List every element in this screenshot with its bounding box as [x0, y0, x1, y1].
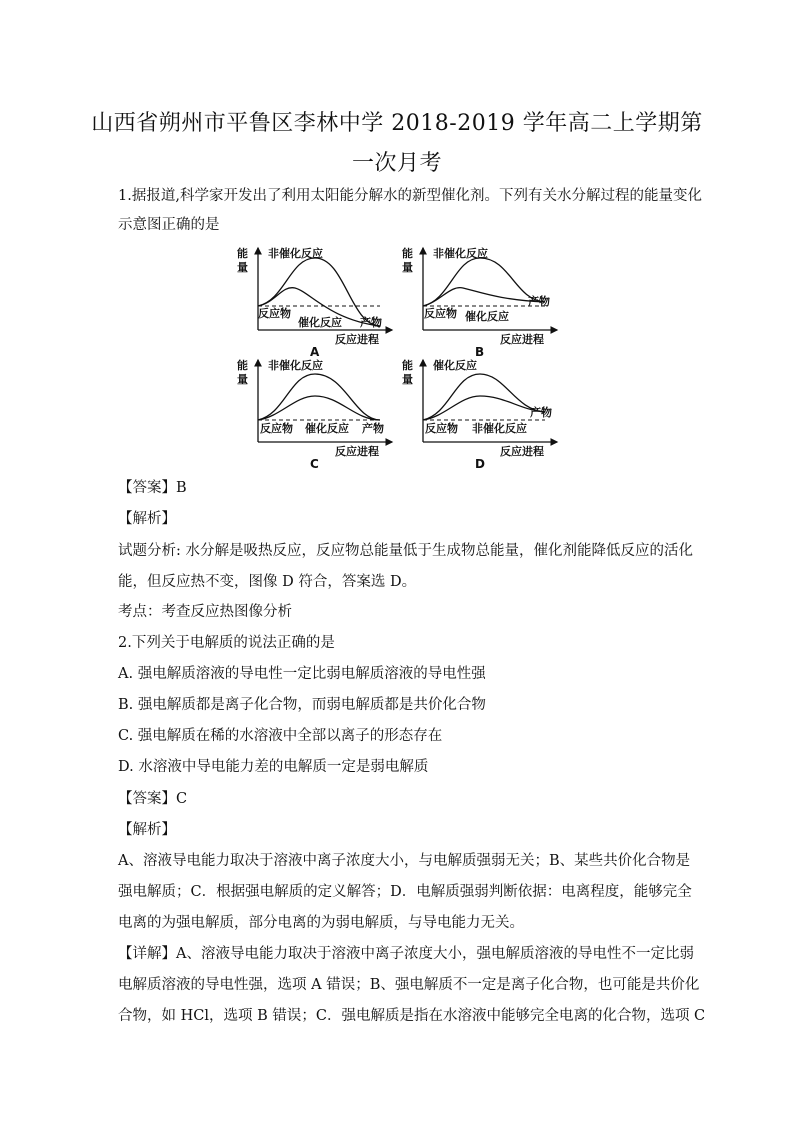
q2-analysis-line3: 电离的为强电解质，部分电离的为弱电解质，与导电能力无关。: [118, 915, 524, 931]
panel-b-axis-y-1: 能: [402, 247, 413, 260]
q1-stem-line2: 示意图正确的是: [118, 217, 220, 233]
q2-option-a: A. 强电解质溶液的导电性一定比弱电解质溶液的导电性强: [118, 666, 486, 682]
q2-analysis-line1: A、溶液导电能力取决于溶液中离子浓度大小，与电解质强弱无关；B、某些共价化合物是: [118, 853, 691, 869]
panel-d-axis-y-1: 能: [402, 359, 413, 372]
panel-c: [237, 358, 392, 471]
panel-b-lower-label: 催化反应: [465, 310, 509, 323]
q1-answer: 【答案】B: [118, 480, 187, 496]
q2-analysis-heading: 【解析】: [118, 822, 176, 838]
panel-b-axis-x: 反应进程: [500, 333, 544, 346]
q2-option-c: C. 强电解质在稀的水溶液中全部以离子的形态存在: [118, 728, 443, 744]
panel-d-axis-x: 反应进程: [500, 445, 544, 458]
panel-c-reactant-label: 反应物: [260, 422, 293, 435]
panel-a-upper-label: 非催化反应: [268, 247, 323, 260]
panel-d-product-label: 产物: [530, 406, 552, 419]
q1-analysis-line1: 试题分析: 水分解是吸热反应，反应物总能量低于生成物总能量，催化剂能降低反应的活化: [118, 543, 693, 559]
page-title-line2: 一次月考: [351, 151, 442, 176]
panel-b-reactant-label: 反应物: [424, 307, 457, 320]
panel-b-product-label: 产物: [528, 295, 550, 308]
panel-b-letter: B: [475, 345, 485, 359]
q2-detail-line2: 电解质溶液的导电性强，选项 A 错误；B、强电解质不一定是离子化合物，也可能是共价化: [118, 977, 700, 993]
panel-d-upper-label: 催化反应: [433, 359, 477, 372]
panel-b-upper-label: 非催化反应: [433, 247, 488, 260]
panel-a-axis-x: 反应进程: [335, 333, 379, 346]
panel-a-axis-y-2: 量: [237, 261, 248, 274]
panel-d: [402, 358, 557, 471]
q1-analysis-line2: 能，但反应热不变，图像 D 符合，答案选 D。: [118, 574, 417, 590]
panel-a-axis-y-1: 能: [237, 247, 248, 260]
panel-c-axis-y-1: 能: [237, 359, 248, 372]
panel-d-letter: D: [475, 457, 485, 471]
q2-stem: 2.下列关于电解质的说法正确的是: [118, 635, 335, 651]
panel-a-letter: A: [310, 345, 320, 359]
q2-detail-line3: 合物，如 HCl，选项 B 错误；C．强电解质是指在水溶液中能够完全电离的化合物，选项 C: [118, 1008, 706, 1024]
panel-c-upper-label: 非催化反应: [268, 359, 323, 372]
panel-d-axis-y-2: 量: [402, 373, 413, 386]
panel-c-letter: C: [310, 457, 319, 471]
panel-d-lower-label: 非催化反应: [472, 422, 527, 435]
panel-a-product-label: 产物: [360, 316, 382, 329]
panel-c-axis-y-2: 量: [237, 373, 248, 386]
panel-a: [237, 246, 392, 359]
q2-answer: 【答案】C: [118, 791, 188, 807]
panel-d-reactant-label: 反应物: [425, 422, 458, 435]
panel-c-axis-x: 反应进程: [335, 445, 379, 458]
panel-a-lower-label: 催化反应: [298, 316, 342, 329]
panel-b: [402, 246, 557, 359]
q2-analysis-line2: 强电解质；C．根据强电解质的定义解答；D．电解质强弱判断依据：电离程度，能够完全: [118, 884, 692, 900]
q2-detail-line1: 【详解】A、溶液导电能力取决于溶液中离子浓度大小，强电解质溶液的导电性不一定比弱: [118, 946, 694, 962]
page-title-line1: 山西省朔州市平鲁区李林中学 2018-2019 学年高二上学期第: [91, 111, 703, 136]
q1-analysis-heading: 【解析】: [118, 511, 176, 527]
panel-b-axis-y-2: 量: [402, 261, 413, 274]
panel-c-product-label: 产物: [362, 422, 384, 435]
q1-stem-line1: 1.据报道,科学家开发出了利用太阳能分解水的新型催化剂。下列有关水分解过程的能量变化: [118, 188, 702, 204]
panel-a-reactant-label: 反应物: [258, 307, 291, 320]
q2-option-d: D. 水溶液中导电能力差的电解质一定是弱电解质: [118, 759, 429, 775]
q1-point: 考点：考查反应热图像分析: [118, 604, 292, 620]
panel-c-lower-label: 催化反应: [305, 422, 349, 435]
q2-option-b: B. 强电解质都是离子化合物，而弱电解质都是共价化合物: [118, 697, 486, 713]
